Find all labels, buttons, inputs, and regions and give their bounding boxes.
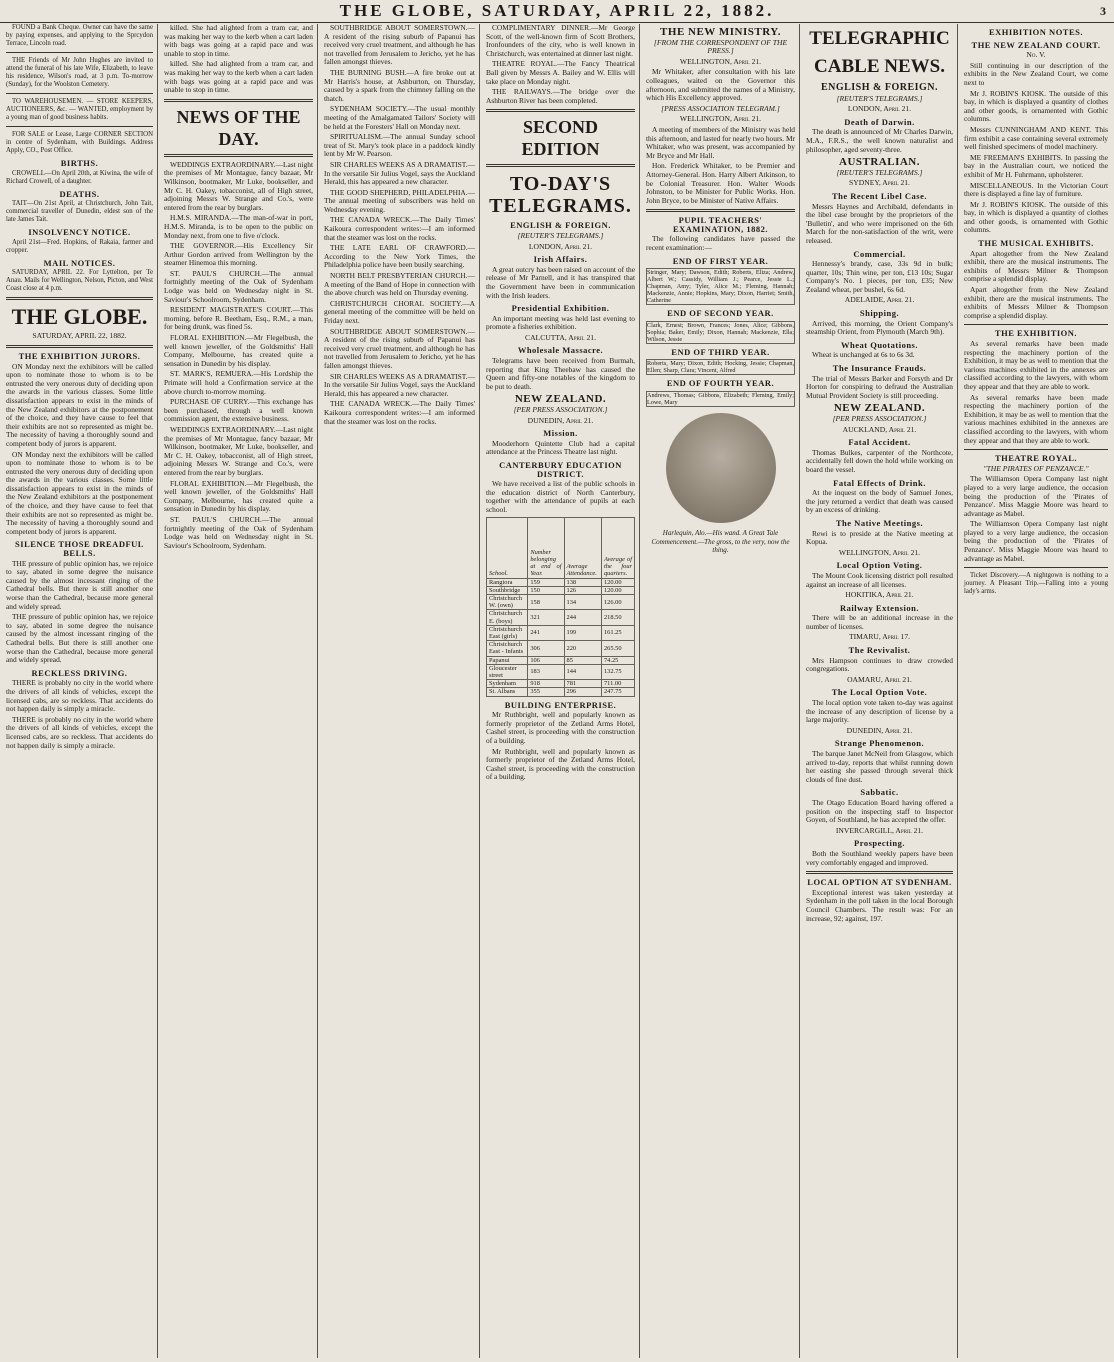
sydenham-article: Exceptional interest was taken yesterday at Sydenham in the poll taken in the local Borough Council Chambers. The result was: For an increase, 92; against, 197. bbox=[806, 887, 953, 923]
news-item: ST. MARK'S, REMUERA.—His Lordship the Primate will hold a Confirmation service at the above church to-morrow morning. bbox=[164, 369, 313, 396]
drink-article: At the inquest on the body of Samuel Jones, the jury returned a verdict that death was caused by an excess of drinking. bbox=[806, 488, 953, 515]
exhibition-article: ME FREEMAN'S EXHIBITS. In passing the bay in the Australian court, we noticed the exhibit of Mr H. Fuhrmann, upholsterer. bbox=[964, 152, 1108, 179]
table-cell: 918 bbox=[528, 680, 564, 688]
first-year-heading: END OF FIRST YEAR. bbox=[672, 255, 769, 266]
dateline: AUCKLAND, April 21. bbox=[842, 424, 917, 434]
dateline: ADELAIDE, April 21. bbox=[844, 295, 915, 305]
table-cell: 150 bbox=[528, 586, 564, 594]
fourth-year-heading: END OF FOURTH YEAR. bbox=[666, 378, 775, 389]
ministry-heading: THE NEW MINISTRY. bbox=[660, 26, 781, 38]
ministers-list: Hon. Frederick Whitaker, to be Premier and Attorney-General. Hon. Harry Albert Atkinson, to be Colonial Treasurer. Hon. Walter Woods Johnston, to be Minister for Public Works. Hon. John Bryce, to be Minister of Native Affairs. bbox=[646, 161, 795, 205]
table-header: Average of the four quarters. bbox=[601, 517, 634, 578]
ministry-article: Mr Whitaker, after consultation with his late colleagues, waited on the Governor this afternoon, and submitted the names of a Ministry, which His Excellency approved. bbox=[646, 67, 795, 103]
press-association-credit: [PER PRESS ASSOCIATION.] bbox=[832, 414, 927, 423]
press-association-credit: [PRESS ASSOCIATION TELEGRAM.] bbox=[661, 103, 780, 113]
commercial-article: Hennessy's brandy, case, 33s 9d in bulk; quarter, 10s; Thin wine, per ton, £13 10s; Sugar Company's No. 1 pieces, per ton, £35; New Zealand wheat, per bushel, 6s 6d. bbox=[806, 259, 953, 294]
prospecting-heading: Prospecting. bbox=[854, 838, 905, 849]
table-cell: 265.50 bbox=[601, 641, 634, 656]
news-item: THE RAILWAYS.—The bridge over the Ashburton River has been completed. bbox=[486, 87, 635, 105]
pirates-subheading: "THE PIRATES OF PENZANCE." bbox=[983, 463, 1089, 473]
ministry-source: [FROM THE CORRESPONDENT OF THE PRESS.] bbox=[653, 37, 788, 56]
second-edition-heading: SECOND EDITION bbox=[521, 117, 600, 160]
news-item-cont: THE CANADA WRECK.—The Daily Times' Kaikoura correspondent writes:—I am informed that the steamer was lost on the rocks. bbox=[324, 399, 475, 426]
theatre-article-cont: The Williamson Opera Company last night played to a very large audience, the occasion being the production of the 'Pirates of Penzance'. Miss Maggie Moore was heard to advantage as Mabel. bbox=[964, 519, 1108, 563]
table-cell: Christchurch East - Infants bbox=[487, 641, 528, 656]
sydenham-heading: LOCAL OPTION AT SYDENHAM. bbox=[807, 877, 952, 888]
shipping-article: Arrived, this morning, the Orient Company's steamship Orient, from Plymouth (March 9th). bbox=[806, 318, 953, 337]
theatre-article: The Williamson Opera Company last night played to a very large audience, the occasion being the production of the 'Pirates of Penzance'. Miss Maggie Moore was heard to advantage as Mabel. bbox=[964, 474, 1108, 518]
divider bbox=[486, 109, 635, 112]
ad-funeral-notice: THE Friends of Mr John Hughes are invited to attend the funeral of his late Wife, Elizabeth, to leave his residence, Wilson's road, at 3 p.m. To-morrow (Sunday), for the Woolston Cemetery. bbox=[6, 57, 153, 88]
second-year-heading: END OF SECOND YEAR. bbox=[667, 308, 774, 319]
globe-nameplate: THE GLOBE. bbox=[11, 304, 148, 330]
dateline: SYDNEY, April 21. bbox=[849, 178, 910, 188]
births-heading: BIRTHS. bbox=[60, 158, 99, 168]
insolvency-heading: INSOLVENCY NOTICE. bbox=[28, 227, 131, 238]
divider bbox=[164, 154, 313, 157]
news-item: WEDDINGS EXTRAORDINARY.—Last night the premises of Mr Montague, fancy bazaar, Mr Wilkinson, bootmaker, Mr Luke, bookseller, and Mr C. H. Oakey, tobacconist, all of High street, adjoining Messrs W. Strange and Co.'s, were entered from the rear by burglars. bbox=[164, 159, 313, 212]
table-cell: 120.00 bbox=[601, 578, 634, 586]
wheat-article: Wheat is unchanged at 6s to 6s 3d. bbox=[812, 350, 915, 360]
reuters-credit: [REUTER'S TELEGRAMS.] bbox=[517, 230, 604, 240]
theatre-heading: THEATRE ROYAL. bbox=[994, 453, 1078, 464]
massacre-article: Telegrams have been received from Burmah, reporting that King Theebaw has caused the Queen and fifty-one notables of the kingdom to be put to death. bbox=[486, 356, 635, 391]
masthead bbox=[0, 0, 1114, 23]
news-item: COMPLIMENTARY DINNER.—Mr George Scott, of the well-known firm of Scott Brothers, Ironfounders of the city, who is well known in Christchurch, was entertained at dinner last night. bbox=[486, 24, 635, 58]
dateline: LONDON, April 21. bbox=[528, 241, 593, 251]
table-row bbox=[487, 578, 635, 586]
illustration bbox=[666, 413, 776, 523]
news-item: THE GOVERNOR.—His Excellency Sir Arthur Gordon arrived from Wellington by the steamer Hinemoa this morning. bbox=[164, 241, 313, 268]
divider bbox=[6, 297, 153, 300]
jurors-article: ON Monday next the exhibitors will be called upon to nominate those to whom is to be entrusted the very onerous duty of deciding upon the awards in the various classes. Some little dissatisfaction appears to exist in the minds of the New Zealand exhibitors at the postponement of the choice, and they have cause to feel that their exhibits are not so represented as might be. The necessity of having a thoroughly sound and competent body of jurors is apparent. bbox=[6, 361, 153, 448]
dateline: WELLINGTON, April 21. bbox=[838, 547, 921, 557]
divider bbox=[646, 209, 795, 212]
darwin-heading: Death of Darwin. bbox=[844, 116, 915, 127]
table-cell: 159 bbox=[528, 578, 564, 586]
accident-article-cont: killed. She had alighted from a tram car, and was making her way to the kerb when a cart laden with bags was going at a rapid pace and was unable to stop in time. bbox=[164, 59, 313, 95]
news-item: THE BURNING BUSH.—A fire broke out at Mr Harris's house, at Ashburton, on Thursday, caused by a spark from the chimney falling on the thatch. bbox=[324, 67, 475, 103]
second-year-list: Clark, Ernest; Brown, Frances; Jones, Alice; Gibbons, Sophia; Baker, Emily; Dixon, Hannah; Mackenzie, Ella; Wilson, Jessie bbox=[647, 321, 794, 343]
english-foreign-heading: ENGLISH & FOREIGN. bbox=[820, 82, 939, 93]
mission-heading: Mission. bbox=[543, 428, 578, 439]
deaths-heading: DEATHS. bbox=[59, 188, 100, 199]
news-item: NORTH BELT PRESBYTERIAN CHURCH.—A meeting of the Band of Hope in connection with the above church was held on Thursday evening. bbox=[324, 271, 475, 298]
exhibition-article: MISCELLANEOUS. In the Victorian Court there is displayed a fine lay of furniture. bbox=[964, 180, 1108, 199]
table-cell: 158 bbox=[528, 594, 564, 609]
divider bbox=[6, 345, 153, 348]
local-option-article: The Mount Cook licensing district poll resulted against an increase of all licenses. bbox=[806, 570, 953, 589]
nz-heading: NEW ZEALAND. bbox=[514, 393, 607, 406]
commercial-heading: Commercial. bbox=[853, 248, 906, 259]
divider bbox=[964, 449, 1108, 450]
table-row bbox=[487, 664, 635, 679]
prospecting-article: Both the Southland weekly papers have been very comfortably engaged and improved. bbox=[806, 848, 953, 867]
insurance-heading: The Insurance Frauds. bbox=[832, 363, 927, 374]
dateline: INVERCARGILL, April 21. bbox=[835, 825, 924, 835]
table-cell: 134 bbox=[564, 594, 601, 609]
column-6 bbox=[802, 24, 958, 1358]
table-row bbox=[487, 680, 635, 688]
sabbatic-heading: Sabbatic. bbox=[860, 787, 899, 798]
insolvency-text: April 21st—Fred. Hopkins, of Rakaia, farmer and cropper. bbox=[6, 238, 153, 254]
musical-article-cont: Apart altogether from the New Zealand exhibit, there are the musical instruments. The exhibits of Messrs Milner & Thompson comprise a splendid display. bbox=[964, 285, 1108, 320]
table-cell: 355 bbox=[528, 688, 564, 696]
exhibition-article-cont: Mr J. ROBIN'S KIOSK. The outside of this bay, in which is displayed a quantity of clothes and other goods, is ornamented with Gothic columns. bbox=[964, 199, 1108, 235]
news-item: THE LATE EARL OF CRAWFORD.—According to the New York Times, the Philadelphia police have been busily searching. bbox=[324, 243, 475, 270]
phenomenon-heading: Strange Phenomenon. bbox=[834, 738, 925, 749]
table-cell: 126.00 bbox=[601, 594, 634, 609]
ad-for-sale: FOR SALE or Lease, Large CORNER SECTION in centre of Sydenham, with Buildings. Address Apply, CO., Post Office. bbox=[6, 131, 153, 154]
canterbury-article: We have received a list of the public schools in the education district of North Canterbury, together with the attendance of pupils at each school. bbox=[486, 479, 635, 514]
column-2 bbox=[160, 24, 318, 1358]
building-article-cont: Mr Ruthbright, well and popularly known as formerly proprietor of the Zetland Arms Hotel, Cashel street, is proceeding with the construction of a building. bbox=[486, 746, 635, 782]
page-number: 3 bbox=[1100, 4, 1106, 18]
building-heading: BUILDING ENTERPRISE. bbox=[504, 699, 617, 710]
fourth-year-list: Andrews, Thomas; Gibbons, Elizabeth; Fleming, Emily; Lowe, Mary bbox=[647, 392, 794, 407]
exhibition-notes-heading: EXHIBITION NOTES. bbox=[989, 27, 1083, 37]
table-row bbox=[487, 594, 635, 609]
table-header: School. bbox=[487, 517, 528, 578]
divider bbox=[6, 52, 153, 53]
news-item-cont: SOUTHBRIDGE ABOUT SOMERSTOWN.—A resident of the rising suburb of Papanui has received very cruel treatment, and although he has not travelled from Jerusalem to Jericho, yet he has fallen amongst thieves. bbox=[324, 326, 475, 370]
table-cell: Christchurch East (girls) bbox=[487, 625, 528, 640]
nz-heading: NEW ZEALAND. bbox=[833, 402, 926, 415]
table-cell: 183 bbox=[528, 664, 564, 679]
table-header: Number belonging at end of Year. bbox=[528, 517, 564, 578]
table-cell: 321 bbox=[528, 610, 564, 625]
table-cell: 161.25 bbox=[601, 625, 634, 640]
news-item: SYDENHAM SOCIETY.—The usual monthly meeting of the Amalgamated Tailors' Society will be held at the Foresters' Hall on Monday next. bbox=[324, 104, 475, 131]
mail-heading: MAIL NOTICES. bbox=[43, 257, 116, 268]
native-heading: The Native Meetings. bbox=[835, 517, 924, 528]
table-cell: Christchurch E. (boys) bbox=[487, 610, 528, 625]
table-cell: 138 bbox=[564, 578, 601, 586]
musical-article: Apart altogether from the New Zealand exhibit, there are the musical instruments. The exhibits of Messrs Milner & Thompson comprise a splendid display. bbox=[964, 248, 1108, 284]
column-4 bbox=[482, 24, 640, 1358]
table-cell: 711.00 bbox=[601, 680, 634, 688]
news-item: FLORAL EXHIBITION.—Mr Flegelbush, the well known jeweller, of the Goldsmiths' Hall Company, Melbourne, has created quite a sensation in Dunedin by his display. bbox=[164, 333, 313, 368]
irish-article: A great outcry has been raised on account of the release of Mr Parnell, and it has transpired that the Government have been in communication with the Irish leaders. bbox=[486, 264, 635, 300]
irish-heading: Irish Affairs. bbox=[533, 254, 588, 265]
pupil-teachers-intro: The following candidates have passed the recent examination:— bbox=[646, 234, 795, 253]
schools-table bbox=[486, 517, 635, 697]
table-row bbox=[487, 586, 635, 594]
mission-article: Mooderhorn Quintette Club had a capital attendance at the Princess Theatre last night. bbox=[486, 438, 635, 457]
exhibition-article: Still continuing in our description of the exhibits in the New Zealand Court, we come next to bbox=[964, 60, 1108, 87]
table-row bbox=[487, 688, 635, 696]
exhibition-article-cont: As several remarks have been made respecting the machinery portion of the Exhibition, it may be as well to mention that the various machines exhibited in the annexes are classified according to the lawyers, with whom they appear and that they are able to work. bbox=[964, 392, 1108, 445]
table-cell: 199 bbox=[564, 625, 601, 640]
divider bbox=[486, 164, 635, 167]
table-cell: 296 bbox=[564, 688, 601, 696]
massacre-heading: Wholesale Massacre. bbox=[517, 345, 604, 356]
driving-heading: RECKLESS DRIVING. bbox=[31, 667, 128, 678]
table-cell: 306 bbox=[528, 641, 564, 656]
dateline: DUNEDIN, April 21. bbox=[527, 415, 594, 425]
building-article: Mr Ruthbright, well and popularly known as formerly proprietor of the Zetland Arms Hotel, Cashel street, is proceeding with the construction of a building. bbox=[486, 710, 635, 745]
driving-article-cont: THERE is probably no city in the world where the drivers of all kinds of vehicles, except the licensed cabs, are so reckless. That accidents do not happen daily is simply a miracle. bbox=[6, 714, 153, 750]
schools-table-body bbox=[487, 578, 635, 696]
phenomenon-article: The barque Janet McNeil from Glasgow, which arrived to-day, reports that whilst running down her easting she passed through several thick clouds of fine dust. bbox=[806, 749, 953, 784]
table-header-row bbox=[487, 517, 635, 578]
table-cell: 74.25 bbox=[601, 656, 634, 664]
table-cell: Christchurch W. (own) bbox=[487, 594, 528, 609]
table-cell: Southbridge bbox=[487, 586, 528, 594]
drink-heading: Fatal Effects of Drink. bbox=[833, 477, 926, 488]
news-item: CHRISTCHURCH CHORAL SOCIETY.—A general meeting of the committee will be held on Friday next. bbox=[324, 298, 475, 325]
bells-article-cont: THE pressure of public opinion has, we rejoice to say, abated in some degree the nuisance caused by the almost incessant ringing of the Cathedral bells. But there is still another one worse than the Cathedral, because more general and widely spread. bbox=[6, 612, 153, 665]
todays-heading: TO-DAY'S bbox=[509, 173, 612, 196]
fatal-article: Thomas Bulkes, carpenter of the Northcote, accidentally fell down the hold while working on board the vessel. bbox=[806, 447, 953, 474]
table-cell: 220 bbox=[564, 641, 601, 656]
presidential-heading: Presidential Exhibition. bbox=[511, 303, 610, 314]
news-item: PURCHASE OF CURRY.—This exchange has been purchased, through a well known commission agent, the extensive business. bbox=[164, 397, 313, 424]
news-item: SPIRITUALISM.—The annual Sunday school treat of St. Mary's took place in a paddock kindly lent by Mr W. Pearson. bbox=[324, 132, 475, 159]
news-of-the-day-heading: NEWS OF THE DAY. bbox=[176, 106, 301, 149]
article-number: No. V. bbox=[1026, 50, 1046, 60]
exhibition-heading: THE EXHIBITION. bbox=[994, 328, 1078, 339]
divider bbox=[6, 126, 153, 127]
dateline: WELLINGTON, April 21. bbox=[679, 56, 762, 66]
telegrams-heading: TELEGRAMS. bbox=[489, 195, 632, 218]
shipping-heading: Shipping. bbox=[859, 308, 900, 319]
local-option-heading: Local Option Voting. bbox=[836, 560, 923, 571]
news-item-cont: ST. PAUL'S CHURCH.—The annual fortnightly meeting of the Oak of Sydenham Lodge was held on Wednesday night in St. Saviour's Schoolroom, Sydenham. bbox=[164, 514, 313, 550]
mail-text: SATURDAY, APRIL 22. For Lyttelton, per Te Anau. Mails for Wellington, Nelson, Picton, and West Coast close at 4 p.m. bbox=[6, 269, 153, 293]
wheat-heading: Wheat Quotations. bbox=[841, 339, 918, 350]
extension-heading: Railway Extension. bbox=[840, 602, 919, 613]
dateline: WELLINGTON, April 21. bbox=[679, 114, 762, 124]
pupil-teachers-heading: PUPIL TEACHERS' EXAMINATION, 1882. bbox=[672, 215, 769, 234]
news-item-cont: FLORAL EXHIBITION.—Mr Flegelbush, the well known jeweller, of the Goldsmiths' Hall Company, Melbourne, has created quite a sensation in Dunedin by his display. bbox=[164, 478, 313, 514]
sabbatic-article: The Otago Education Board having offered a position on the inspecting staff to Inspector Goyen, of Southland, he has accepted the offer. bbox=[806, 797, 953, 825]
table-cell: 244 bbox=[564, 610, 601, 625]
table-row bbox=[487, 641, 635, 656]
darwin-article: The death is announced of Mr Charles Darwin, M.A., F.R.S., the well known naturalist and philosopher, aged seventy-three. bbox=[806, 127, 953, 154]
divider bbox=[964, 567, 1108, 568]
news-item: H.M.S. MIRANDA.—The man-of-war in port, H.M.S. Miranda, is to be open to the public on Monday next, from one to five o'clock. bbox=[164, 213, 313, 240]
news-item: ST. PAUL'S CHURCH.—The annual fortnightly meeting of the Oak of Sydenham Lodge was held on Wednesday night in St. Saviour's Schoolroom, Sydenham. bbox=[164, 268, 313, 304]
table-cell: 106 bbox=[528, 656, 564, 664]
exhibition-article: Messrs CUNNINGHAM AND KENT. This firm exhibit a case containing several extremely well finished specimens of model machinery. bbox=[964, 124, 1108, 152]
news-item-cont: WEDDINGS EXTRAORDINARY.—Last night the premises of Mr Montague, fancy bazaar, Mr Wilkinson, bootmaker, Mr Luke, bookseller, and Mr C. H. Oakey, tobacconist, all of High street, adjoining Messrs W. Strange and Co.'s, were entered from the rear by burglars. bbox=[164, 424, 313, 477]
jurors-article-cont: ON Monday next the exhibitors will be called upon to nominate those to whom is to be entrusted the very onerous duty of deciding upon the awards in the various classes. Some little dissatisfaction appears to exist in the minds of the New Zealand exhibitors at the postponement of the choice, and they have cause to feel that their exhibits are not so represented as might be. The necessity of having a thoroughly sound and competent body of jurors is apparent. bbox=[6, 449, 153, 536]
libel-article: Messrs Haynes and Archibald, defendants in the libel case brought by the proprietors of the 'Bulletin', and who were imprisoned on the 6th March for the non-satisfaction of the writ, were released. bbox=[806, 201, 953, 245]
extension-article: There will be an additional increase in the number of licenses. bbox=[806, 613, 953, 631]
table-cell: 126 bbox=[564, 586, 601, 594]
table-cell: Sydenham bbox=[487, 680, 528, 688]
news-item: RESIDENT MAGISTRATE'S COURT.—This morning, before R. Beetham, Esq., R.M., a man, for being drunk, was fined 5s. bbox=[164, 305, 313, 332]
ad-warehousemen: TO WAREHOUSEMEN. — STORE KEEPERS, AUCTIONEERS, &c. — WANTED, employment by a young man of good business habits. bbox=[6, 98, 153, 121]
table-cell: 241 bbox=[528, 625, 564, 640]
revivalist-article: Mrs Hampson continues to draw crowded congregations. bbox=[806, 655, 953, 674]
telegraphic-heading: TELEGRAPHIC bbox=[809, 28, 950, 49]
ad-found-cheque: FOUND a Bank Cheque. Owner can have the same by paying expenses, and applying to the Sprcydon Terrace, Lincoln road. bbox=[6, 24, 153, 47]
libel-heading: The Recent Libel Case. bbox=[831, 190, 928, 201]
bells-heading: SILENCE THOSE DREADFUL BELLS. bbox=[15, 539, 144, 559]
globe-date: SATURDAY, APRIL 22, 1882. bbox=[32, 331, 127, 341]
column-5 bbox=[642, 24, 800, 1358]
illustration-caption: Harlequin, Alo.—His wand. A Great Tale Commencement.—The gross, to the very, now the thing. bbox=[651, 529, 790, 555]
dateline: HOKITIKA, April 21. bbox=[845, 590, 914, 600]
press-association-credit: [PER PRESS ASSOCIATION.] bbox=[513, 405, 608, 415]
news-item: THE GOOD SHEPHERD, PHILADELPHIA.—The annual meeting of subscribers was held on Wednesday evening. bbox=[324, 187, 475, 214]
insurance-article: The trial of Messrs Barker and Forsyth and Dr Horton for conspiring to defraud the Australian Mutual Provident Society is still proceeding. bbox=[806, 373, 953, 400]
dateline: DUNEDIN, April 21. bbox=[846, 725, 913, 735]
reuters-credit: [REUTER'S TELEGRAMS.] bbox=[836, 93, 923, 103]
canterbury-heading: CANTERBURY EDUCATION DISTRICT. bbox=[499, 460, 622, 479]
table-cell: 85 bbox=[564, 656, 601, 664]
revivalist-heading: The Revivalist. bbox=[848, 645, 911, 656]
table-cell: 247.75 bbox=[601, 688, 634, 696]
musical-heading: THE MUSICAL EXHIBITS. bbox=[978, 238, 1094, 249]
nz-court-heading: THE NEW ZEALAND COURT. bbox=[971, 39, 1101, 50]
table-cell: 132.75 bbox=[601, 664, 634, 679]
divider bbox=[806, 871, 953, 874]
option-vote-article: The local option vote taken to-day was against the increase of any description of license by a large majority. bbox=[806, 698, 953, 725]
column-7 bbox=[960, 24, 1112, 1358]
table-cell: 781 bbox=[564, 680, 601, 688]
dateline: CALCUTTA, April 21. bbox=[525, 332, 596, 342]
native-article: Rewi is to preside at the Native meeting at Kopua. bbox=[806, 528, 953, 547]
news-item-cont: SIR CHARLES WEEKS AS A DRAMATIST.—In the versatile Sir Julius Vogel, says the Auckland Herald, this has appeared a new character. bbox=[324, 371, 475, 398]
divider bbox=[6, 93, 153, 94]
table-cell: 144 bbox=[564, 664, 601, 679]
column-3 bbox=[320, 24, 480, 1358]
table-row bbox=[487, 610, 635, 625]
divider bbox=[964, 324, 1108, 325]
bells-article: THE pressure of public opinion has, we rejoice to say, abated in some degree the nuisance caused by the almost incessant ringing of the Cathedral bells. But there is still another one worse than the Cathedral, because more general and widely spread. bbox=[6, 558, 153, 611]
first-year-list: Stringer, Mary; Dawson, Edith; Roberts, Eliza; Andrew, Albert W.; Cassidy, William J.; Pearce, Jessie L.; Chapman, Amy; Tyler, Alice M.; Fleming, Hannah; Mackenzie, Annie; Hopkins, Mary; Dixon, Harriet; Smith, Catherine bbox=[647, 269, 794, 305]
third-year-heading: END OF THIRD YEAR. bbox=[671, 346, 770, 357]
dateline: OAMARU, April 21. bbox=[847, 674, 912, 684]
deaths-text: TAIT—On 21st April, at Christchurch, John Tait, commercial traveller of Dunedin, eldest son of the late James Tait. bbox=[6, 200, 153, 224]
table-cell: Papanui bbox=[487, 656, 528, 664]
reuters-credit: [REUTER'S TELEGRAMS.] bbox=[836, 167, 923, 177]
divider bbox=[164, 99, 313, 102]
table-cell: 120.00 bbox=[601, 586, 634, 594]
fatal-heading: Fatal Accident. bbox=[848, 437, 911, 448]
news-item: THEATRE ROYAL.—The Fancy Theatrical Ball given by Messrs A. Bailey and W. Ellis will take place on Monday night. bbox=[486, 59, 635, 86]
masthead-title: THE GLOBE, SATURDAY, APRIL 22, 1882. bbox=[339, 1, 775, 20]
table-row bbox=[487, 656, 635, 664]
news-item: SOUTHBRIDGE ABOUT SOMERSTOWN.—A resident of the rising suburb of Papanui has received very cruel treatment, and although he has not travelled from Jerusalem to Jericho, yet he has fallen amongst thieves. bbox=[324, 24, 475, 67]
third-year-list: Roberts, Mary; Dixon, Edith; Hocking, Jessie; Chapman, Ellen; Sharp, Clara; Vincent, Alfred bbox=[647, 360, 794, 375]
table-cell: Gloucester street bbox=[487, 664, 528, 679]
jurors-heading: THE EXHIBITION JURORS. bbox=[18, 350, 141, 361]
births-text: CROWELL—On April 20th, at Kiwina, the wife of Richard Crowell, of a daughter. bbox=[6, 169, 153, 185]
ministry-article-2: A meeting of members of the Ministry was held this afternoon, and lasted for nearly two hours. Mr Whitaker, who was present, was accompanied by Mr Bryce and Mr Hall. bbox=[646, 124, 796, 160]
dateline: TIMARU, April 17. bbox=[848, 632, 911, 642]
presidential-article: An important meeting was held last evening to promote a fisheries exhibition. bbox=[486, 313, 635, 332]
cable-news-heading: CABLE NEWS. bbox=[814, 56, 945, 77]
table-cell: St. Albans bbox=[487, 688, 528, 696]
table-header: Average Attendance. bbox=[564, 517, 601, 578]
news-item: SIR CHARLES WEEKS AS A DRAMATIST.—In the versatile Sir Julius Vogel, says the Auckland Herald, this has appeared a new character. bbox=[324, 159, 475, 187]
table-cell: 218.50 bbox=[601, 610, 634, 625]
accident-article: killed. She had alighted from a tram car, and was making her way to the kerb when a cart laden with bags was going at a rapid pace and was unable to stop in time. bbox=[164, 24, 313, 58]
dateline: LONDON, April 21. bbox=[847, 104, 912, 114]
driving-article: THERE is probably no city in the world where the drivers of all kinds of vehicles, except the licensed cabs, are so reckless. That accidents do not happen daily is simply a miracle. bbox=[6, 678, 153, 714]
option-vote-heading: The Local Option Vote. bbox=[831, 687, 928, 698]
australian-heading: AUSTRALIAN. bbox=[839, 156, 920, 169]
table-cell: Rangiora bbox=[487, 578, 528, 586]
exhibition-article: As several remarks have been made respecting the machinery portion of the Exhibition, it may be as well to mention that the various machines exhibited in the annexes are classified according to the lawyers, with whom they appear and that they are able to work. bbox=[964, 339, 1108, 391]
closing-notes: Ticket Discovery.—A nightgown is nothing to a journey. A Pleasant Trip.—Falling into a young lady's arms. bbox=[964, 572, 1108, 596]
column-1 bbox=[2, 24, 158, 1358]
english-foreign-heading: ENGLISH & FOREIGN. bbox=[510, 220, 611, 231]
exhibition-article: Mr J. ROBIN'S KIOSK. The outside of this bay, in which is displayed a quantity of clothes and other goods, is ornamented with Gothic columns. bbox=[964, 88, 1108, 124]
table-row bbox=[487, 625, 635, 640]
news-item: THE CANADA WRECK.—The Daily Times' Kaikoura correspondent writes:—I am informed that the steamer was lost on the rocks. bbox=[324, 215, 475, 242]
